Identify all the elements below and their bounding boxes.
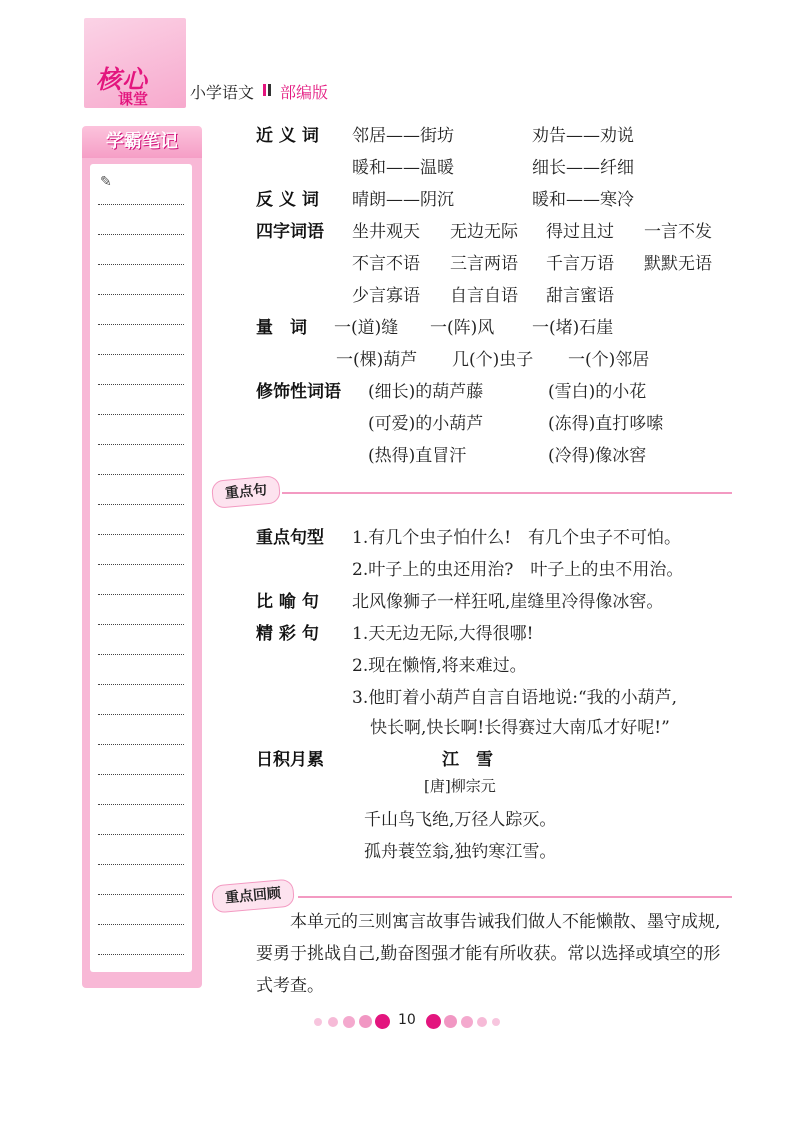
note-line xyxy=(98,444,184,445)
brilliant-sentence: 快长啊,快长啊!长得赛过大南瓜才好呢!” xyxy=(370,718,670,738)
header-separator xyxy=(263,84,271,96)
note-line xyxy=(98,264,184,265)
note-line xyxy=(98,594,184,595)
note-line xyxy=(98,324,184,325)
measure-item: 几(个)虫子 xyxy=(452,350,534,370)
measure-item: 一(堵)石崖 xyxy=(532,318,614,338)
idiom-item: 坐井观天 xyxy=(352,222,420,242)
notes-sidebar xyxy=(82,158,202,988)
note-line xyxy=(98,744,184,745)
note-line xyxy=(98,384,184,385)
synonym-item: 劝告——劝说 xyxy=(532,126,634,146)
poem-title: 江 雪 xyxy=(442,750,493,770)
measure-item: 一(棵)葫芦 xyxy=(336,350,418,370)
page-number: 10 xyxy=(398,1012,416,1028)
review-paragraph: 本单元的三则寓言故事告诫我们做人不能懒散、墨守成规,要勇于挑战自己,勤奋图强才能有所收获。常以选择或填空的形式考查。 xyxy=(256,912,721,996)
measure-item: 一(个)邻居 xyxy=(568,350,650,370)
metaphor-label: 比 喻 句 xyxy=(256,592,319,612)
poem-line: 孤舟蓑笠翁,独钓寒江雪。 xyxy=(364,842,557,862)
note-line xyxy=(98,834,184,835)
measure-item: 一(阵)风 xyxy=(430,318,495,338)
sidebar-title: 学霸笔记 xyxy=(82,126,202,158)
modifier-item: (雪白)的小花 xyxy=(548,382,647,402)
note-line xyxy=(98,564,184,565)
note-line xyxy=(98,654,184,655)
note-line xyxy=(98,354,184,355)
brilliant-label: 精 彩 句 xyxy=(256,624,319,644)
modifier-item: (可爱)的小葫芦 xyxy=(368,414,484,434)
modifier-item: (细长)的葫芦藤 xyxy=(368,382,484,402)
idiom-item: 无边无际 xyxy=(450,222,518,242)
brilliant-sentence: 2.现在懒惰,将来难过。 xyxy=(352,656,527,676)
modifier-item: (冻得)直打哆嗦 xyxy=(548,414,664,434)
note-line xyxy=(98,204,184,205)
synonym-item: 暖和——温暖 xyxy=(352,158,454,178)
note-line xyxy=(98,864,184,865)
pattern-sentence: 1.有几个虫子怕什么! 有几个虫子不可怕。 xyxy=(352,528,682,548)
note-line xyxy=(98,294,184,295)
idiom-item: 自言自语 xyxy=(450,286,518,306)
idiom-item: 不言不语 xyxy=(352,254,420,274)
antonym-item: 暖和——寒冷 xyxy=(532,190,634,210)
metaphor-sentence: 北风像狮子一样狂吼,崖缝里冷得像冰窖。 xyxy=(352,592,664,612)
idiom-item: 一言不发 xyxy=(644,222,712,242)
section-badge: 重点回顾 xyxy=(211,878,295,913)
note-line xyxy=(98,474,184,475)
brilliant-sentence: 1.天无边无际,大得很哪! xyxy=(352,624,534,644)
note-line xyxy=(98,714,184,715)
daily-label: 日积月累 xyxy=(256,750,324,770)
idiom-item: 得过且过 xyxy=(546,222,614,242)
poem-line: 千山鸟飞绝,万径人踪灭。 xyxy=(364,810,557,830)
logo-main: 核心 xyxy=(96,65,149,94)
modifier-item: (冷得)像冰窖 xyxy=(548,446,647,466)
idioms-label: 四字词语 xyxy=(256,222,324,242)
section-divider xyxy=(282,492,732,494)
idiom-item: 默默无语 xyxy=(644,254,712,274)
header-edition: 部编版 xyxy=(280,83,329,102)
notes-area[interactable] xyxy=(90,164,192,972)
page-footer xyxy=(0,1012,800,1032)
logo-sub: 课堂 xyxy=(118,90,149,108)
idiom-item: 三言两语 xyxy=(450,254,518,274)
note-line xyxy=(98,534,184,535)
synonym-item: 邻居——街坊 xyxy=(352,126,454,146)
note-line xyxy=(98,504,184,505)
note-line xyxy=(98,684,184,685)
note-line xyxy=(98,804,184,805)
modifier-item: (热得)直冒汗 xyxy=(368,446,467,466)
key-sentences-header xyxy=(212,478,732,508)
note-line xyxy=(98,414,184,415)
note-line xyxy=(98,954,184,955)
note-line xyxy=(98,774,184,775)
antonyms-label: 反 义 词 xyxy=(256,190,319,210)
pattern-sentence: 2.叶子上的虫还用治? 叶子上的虫不用治。 xyxy=(352,560,684,580)
modifier-label: 修饰性词语 xyxy=(256,382,341,402)
brilliant-sentence: 3.他盯着小葫芦自言自语地说:“我的小葫芦, xyxy=(352,688,678,708)
note-line xyxy=(98,924,184,925)
pattern-label: 重点句型 xyxy=(256,528,324,548)
antonym-item: 晴朗——阴沉 xyxy=(352,190,454,210)
poem-author: [唐]柳宗元 xyxy=(424,777,496,795)
idiom-item: 少言寡语 xyxy=(352,286,420,306)
note-line xyxy=(98,234,184,235)
header-subject: 小学语文 xyxy=(190,83,255,102)
pencil-icon: ✎ xyxy=(100,174,112,190)
note-line xyxy=(98,894,184,895)
measure-item: 一(道)缝 xyxy=(334,318,399,338)
section-badge: 重点句 xyxy=(211,475,281,509)
idiom-item: 甜言蜜语 xyxy=(546,286,614,306)
note-line xyxy=(98,624,184,625)
idiom-item: 千言万语 xyxy=(546,254,614,274)
section-divider xyxy=(298,896,732,898)
synonym-item: 细长——纤细 xyxy=(532,158,634,178)
measure-label: 量 词 xyxy=(256,318,307,338)
synonyms-label: 近 义 词 xyxy=(256,126,319,146)
